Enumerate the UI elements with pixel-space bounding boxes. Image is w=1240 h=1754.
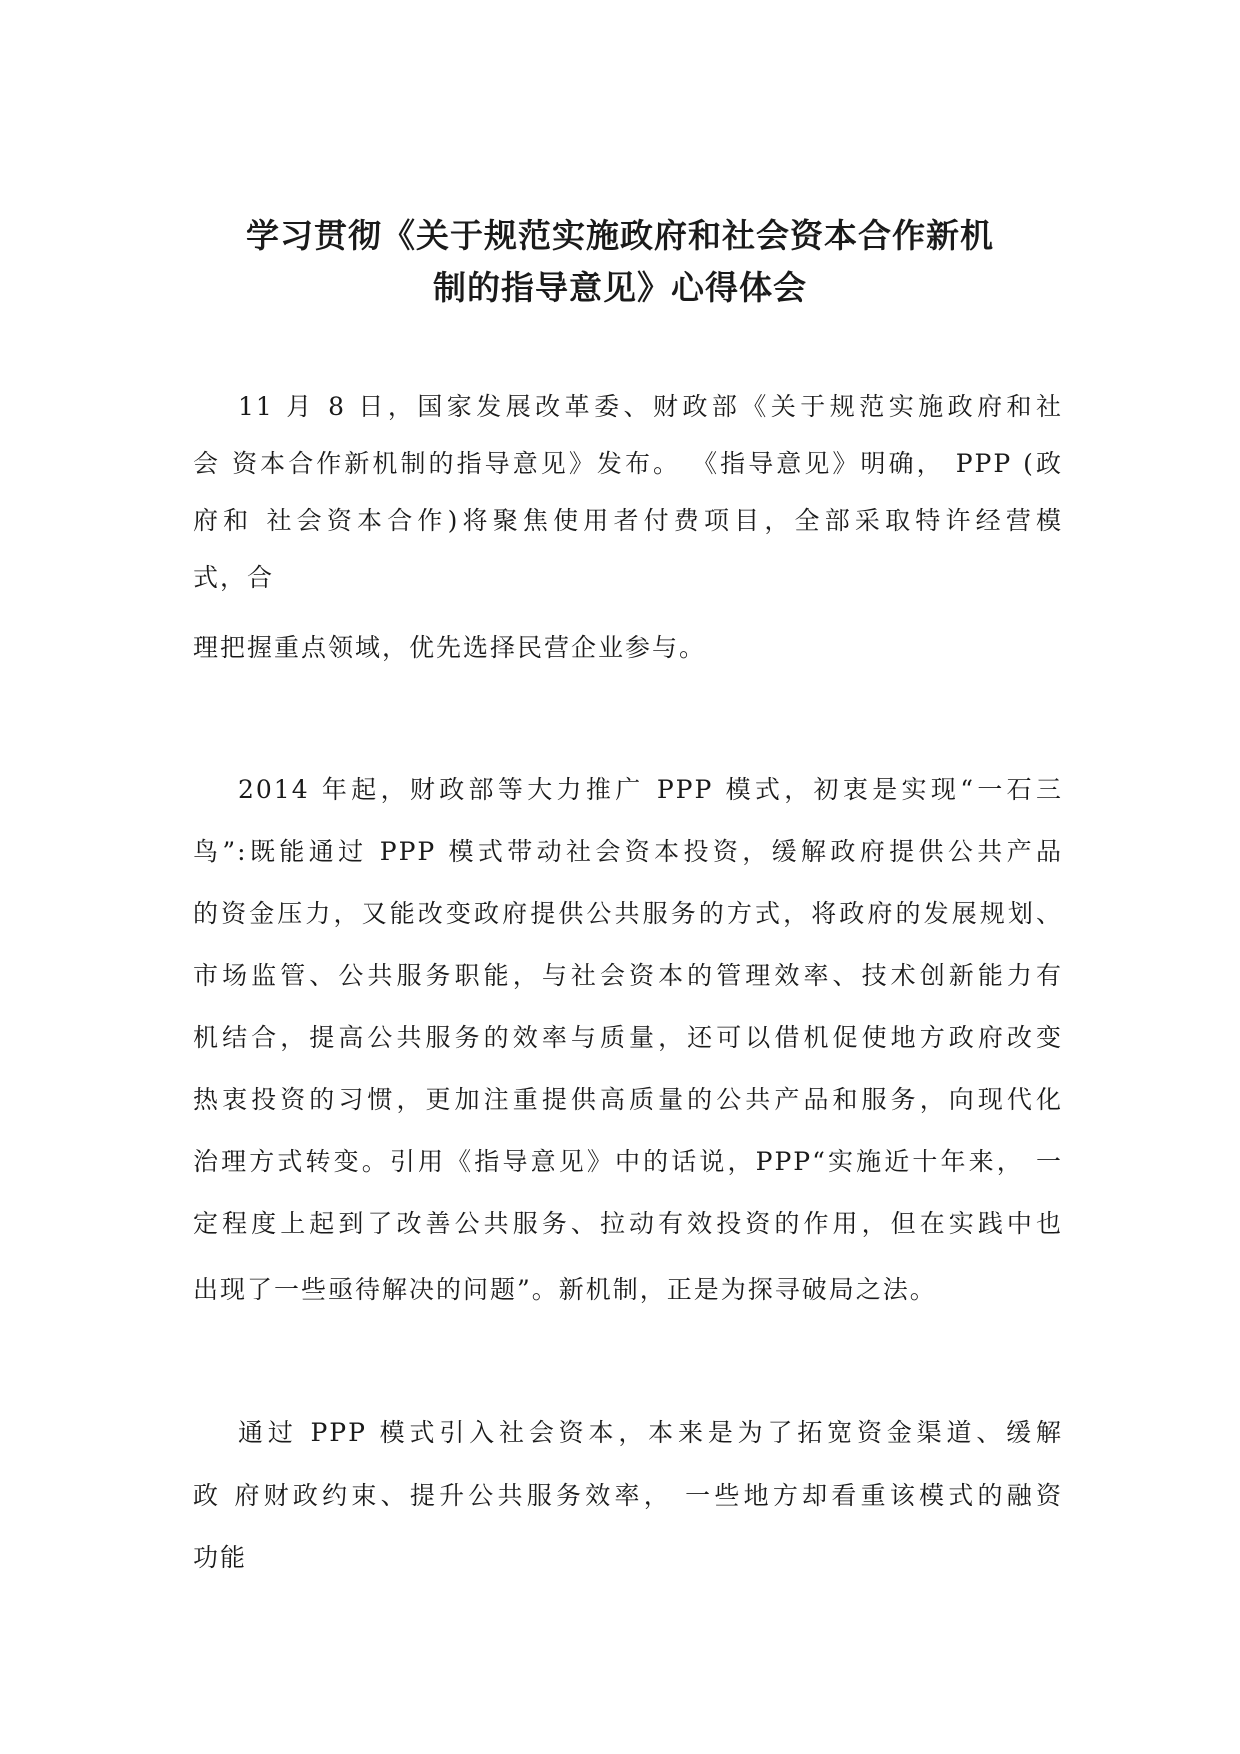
paragraph-1-line-4: 式，合 — [193, 563, 275, 592]
paragraph-1-line-2: 会 资本合作新机制的指导意见》发布。 《指导意见》明确， PPP (政 — [193, 449, 1063, 478]
paragraph-1-line-5: 理把握重点领域，优先选择民营企业参与。 — [193, 633, 707, 662]
paragraph-3-line-3: 功能 — [193, 1543, 248, 1572]
paragraph-2-line-8: 定程度上起到了改善公共服务、拉动有效投资的作用，但在实践中也 — [193, 1209, 1063, 1238]
document-title-line-1: 学习贯彻《关于规范实施政府和社会资本合作新机 — [246, 216, 994, 255]
paragraph-3-line-2: 政 府财政约束、提升公共服务效率， 一些地方却看重该模式的融资 — [193, 1481, 1063, 1510]
paragraph-2-line-7: 治理方式转变。引用《指导意见》中的话说，PPP“实施近十年来， 一 — [193, 1147, 1063, 1176]
paragraph-3-line-1: 通过 PPP 模式引入社会资本，本来是为了拓宽资金渠道、缓解 — [238, 1418, 1063, 1447]
paragraph-2-line-9: 出现了一些亟待解决的问题”。新机制，正是为探寻破局之法。 — [193, 1275, 937, 1304]
paragraph-2-line-1: 2014 年起，财政部等大力推广 PPP 模式，初衷是实现“一石三 — [238, 775, 1063, 804]
paragraph-2-line-6: 热衷投资的习惯，更加注重提供高质量的公共产品和服务，向现代化 — [193, 1085, 1063, 1114]
paragraph-2-line-2: 鸟”:既能通过 PPP 模式带动社会资本投资，缓解政府提供公共产品 — [193, 837, 1063, 866]
paragraph-2-line-5: 机结合，提高公共服务的效率与质量，还可以借机促使地方政府改变 — [193, 1023, 1063, 1052]
paragraph-1-line-1: 11 月 8 日，国家发展改革委、财政部《关于规范实施政府和社 — [238, 392, 1063, 421]
paragraph-1-line-3: 府和 社会资本合作)将聚焦使用者付费项目，全部采取特许经营模 — [193, 506, 1063, 535]
paragraph-2-line-4: 市场监管、公共服务职能，与社会资本的管理效率、技术创新能力有 — [193, 961, 1063, 990]
document-title-line-2: 制的指导意见》心得体会 — [433, 268, 807, 307]
paragraph-2-line-3: 的资金压力，又能改变政府提供公共服务的方式，将政府的发展规划、 — [193, 899, 1063, 928]
